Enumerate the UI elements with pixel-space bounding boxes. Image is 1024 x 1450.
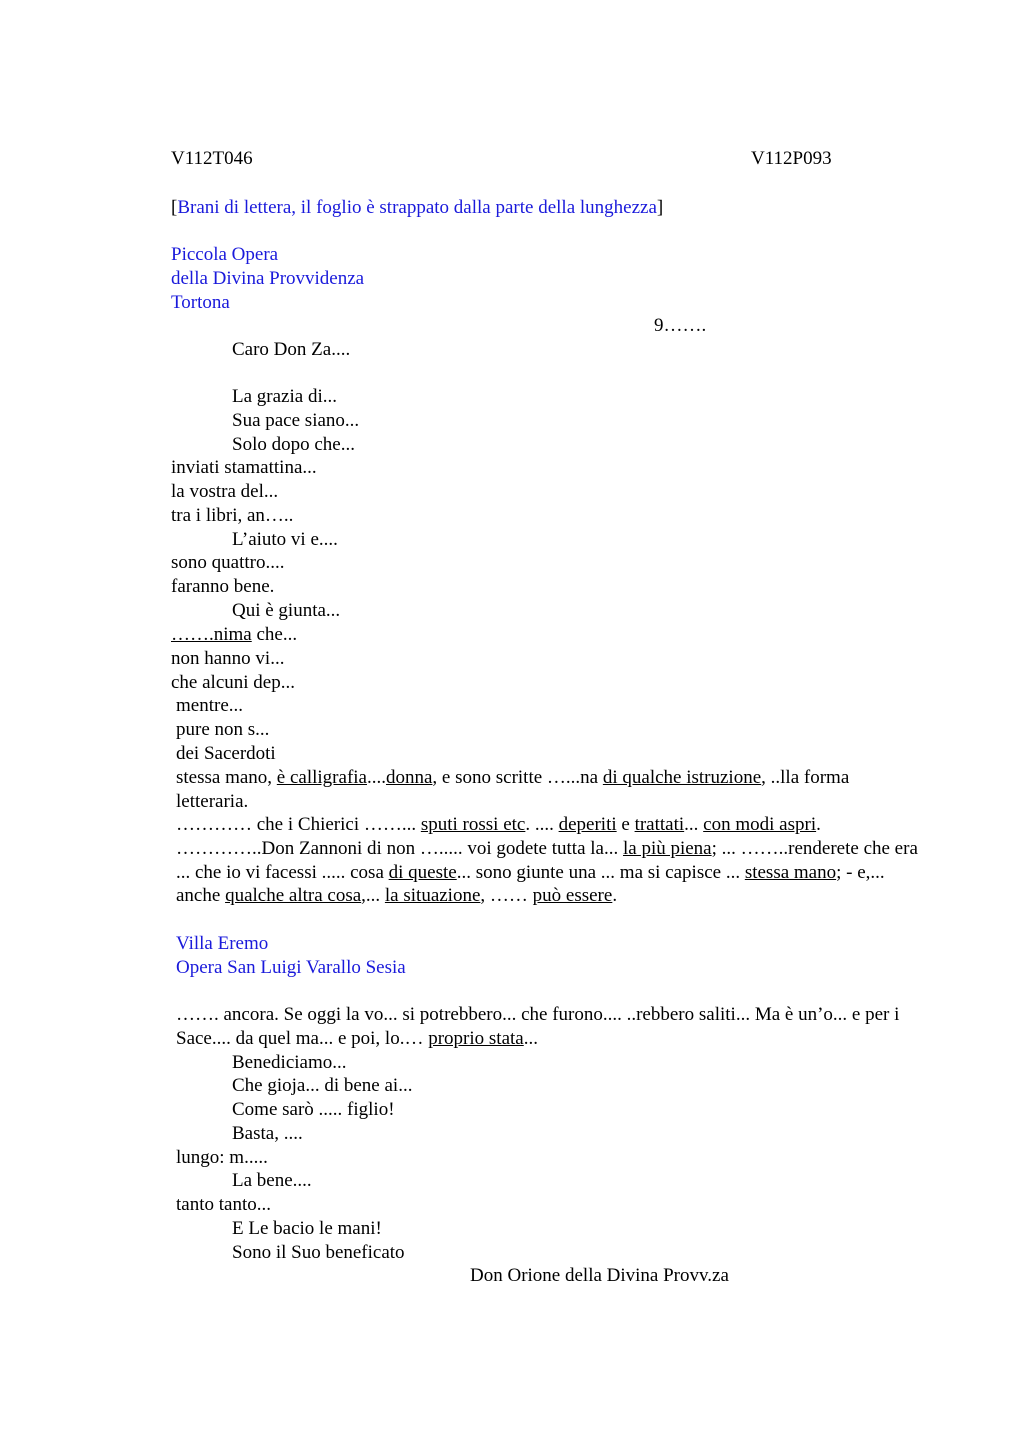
text-run: .	[816, 814, 821, 835]
underlined-text: donna	[385, 767, 433, 788]
closing-line: Basta, ....	[232, 1123, 303, 1144]
text-run: . ....	[525, 814, 559, 835]
text-run: ………… che i Chierici ……...	[176, 814, 421, 835]
text-run: , ……	[480, 885, 533, 907]
paragraph	[176, 766, 921, 813]
fragment-line: non hanno vi...	[171, 648, 285, 669]
fragment-line: mentre...	[176, 695, 244, 716]
underlined-text: la situazione	[384, 885, 481, 907]
text-run: , e sono scritte …...na	[432, 767, 603, 788]
paragraph	[176, 1003, 921, 1050]
letterhead-line: Piccola Opera	[171, 244, 279, 265]
fragment-line: faranno bene.	[171, 576, 275, 597]
underlined-text: trattati	[634, 814, 685, 835]
underlined-text: proprio stata	[428, 1027, 524, 1049]
document-code-right: V112P093	[751, 148, 832, 169]
underlined-text: qualche altra cosa	[225, 885, 362, 907]
closing-line: Come sarò ..... figlio!	[232, 1099, 395, 1120]
text-run: …………..Don Zannoni di non …..... voi godete tutta la...	[176, 838, 623, 859]
note-bracket-open: [	[171, 197, 178, 218]
underlined-text: deperiti	[558, 814, 617, 835]
underlined-text: di qualche istruzione	[602, 767, 762, 788]
text-run: .	[612, 885, 618, 907]
closing-line: Sono il Suo beneficato	[232, 1242, 405, 1263]
text-run: ....	[366, 767, 386, 788]
fragment-line: Solo dopo che...	[232, 434, 355, 455]
document-code-left: V112T046	[171, 148, 253, 169]
underlined-text: è calligrafia	[276, 767, 367, 788]
text-run: ; ... ……..renderete che era ... che io vi facessi ..... cosa	[176, 838, 918, 883]
fragment-line: dei Sacerdoti	[176, 743, 276, 764]
closing-line: lungo: m.....	[176, 1147, 268, 1168]
salutation: Caro Don Za....	[232, 339, 351, 360]
fragment-line: inviati stamattina...	[171, 457, 317, 478]
underlined-text: la più piena	[622, 838, 712, 859]
letterhead-line: Opera San Luigi Varallo Sesia	[176, 957, 406, 978]
text-run: ,...	[361, 885, 385, 907]
underlined-text: di queste	[388, 861, 457, 883]
underlined-text: stessa mano	[744, 861, 837, 883]
text-run: ……. ancora. Se oggi la vo... si potrebbero... che furono.... ..rebbero saliti... Ma è un’o... e per i Sace.... da quel ma... e poi, lo.…	[176, 1004, 900, 1049]
fragment-line: tra i libri, an…..	[171, 505, 294, 526]
text-run: e	[616, 814, 635, 835]
letter-date: 9…….	[654, 315, 707, 336]
paragraph	[176, 837, 921, 908]
closing-line: La bene....	[232, 1170, 312, 1191]
closing-line: Che gioja... di bene ai...	[232, 1075, 413, 1096]
underlined-text: sputi rossi etc	[420, 814, 526, 835]
fragment-line: pure non s...	[176, 719, 270, 740]
signature: Don Orione della Divina Provv.za	[470, 1265, 729, 1286]
letterhead-line: della Divina Provvidenza	[171, 268, 365, 289]
paragraph	[176, 813, 921, 837]
underlined-text: può essere	[532, 885, 613, 907]
closing-line: tanto tanto...	[176, 1194, 271, 1215]
closing-line: Benediciamo...	[232, 1052, 347, 1073]
fragment-line: Sua pace siano...	[232, 410, 360, 431]
underlined-text: con modi aspri	[703, 814, 817, 835]
fragment-line: sono quattro....	[171, 552, 285, 573]
editorial-note	[171, 196, 663, 220]
text-run: ; - e,... anche	[176, 861, 885, 907]
note-text: Brani di lettera, il foglio è strappato dalla parte della lunghezza	[177, 197, 657, 218]
text-run: , ..lla forma letteraria.	[176, 767, 850, 812]
fragment-line: La grazia di...	[232, 386, 337, 407]
text-run: stessa mano,	[176, 767, 277, 788]
fragment-line	[171, 623, 297, 647]
fragment-line: la vostra del...	[171, 481, 279, 502]
fragment-text: che...	[251, 624, 298, 645]
letterhead-line: Villa Eremo	[176, 933, 269, 954]
note-bracket-close: ]	[656, 197, 664, 218]
fragment-line: L’aiuto vi e....	[232, 529, 338, 550]
closing-line: E Le bacio le mani!	[232, 1218, 382, 1239]
text-run: ... sono giunte una ... ma si capisce ...	[456, 861, 745, 883]
letterhead-line: Tortona	[171, 292, 230, 313]
fragment-line: che alcuni dep...	[171, 672, 295, 693]
underlined-text: …….nima	[171, 624, 252, 645]
text-run: ...	[523, 1027, 538, 1049]
text-run: ...	[684, 814, 704, 835]
fragment-line: Qui è giunta...	[232, 600, 341, 621]
